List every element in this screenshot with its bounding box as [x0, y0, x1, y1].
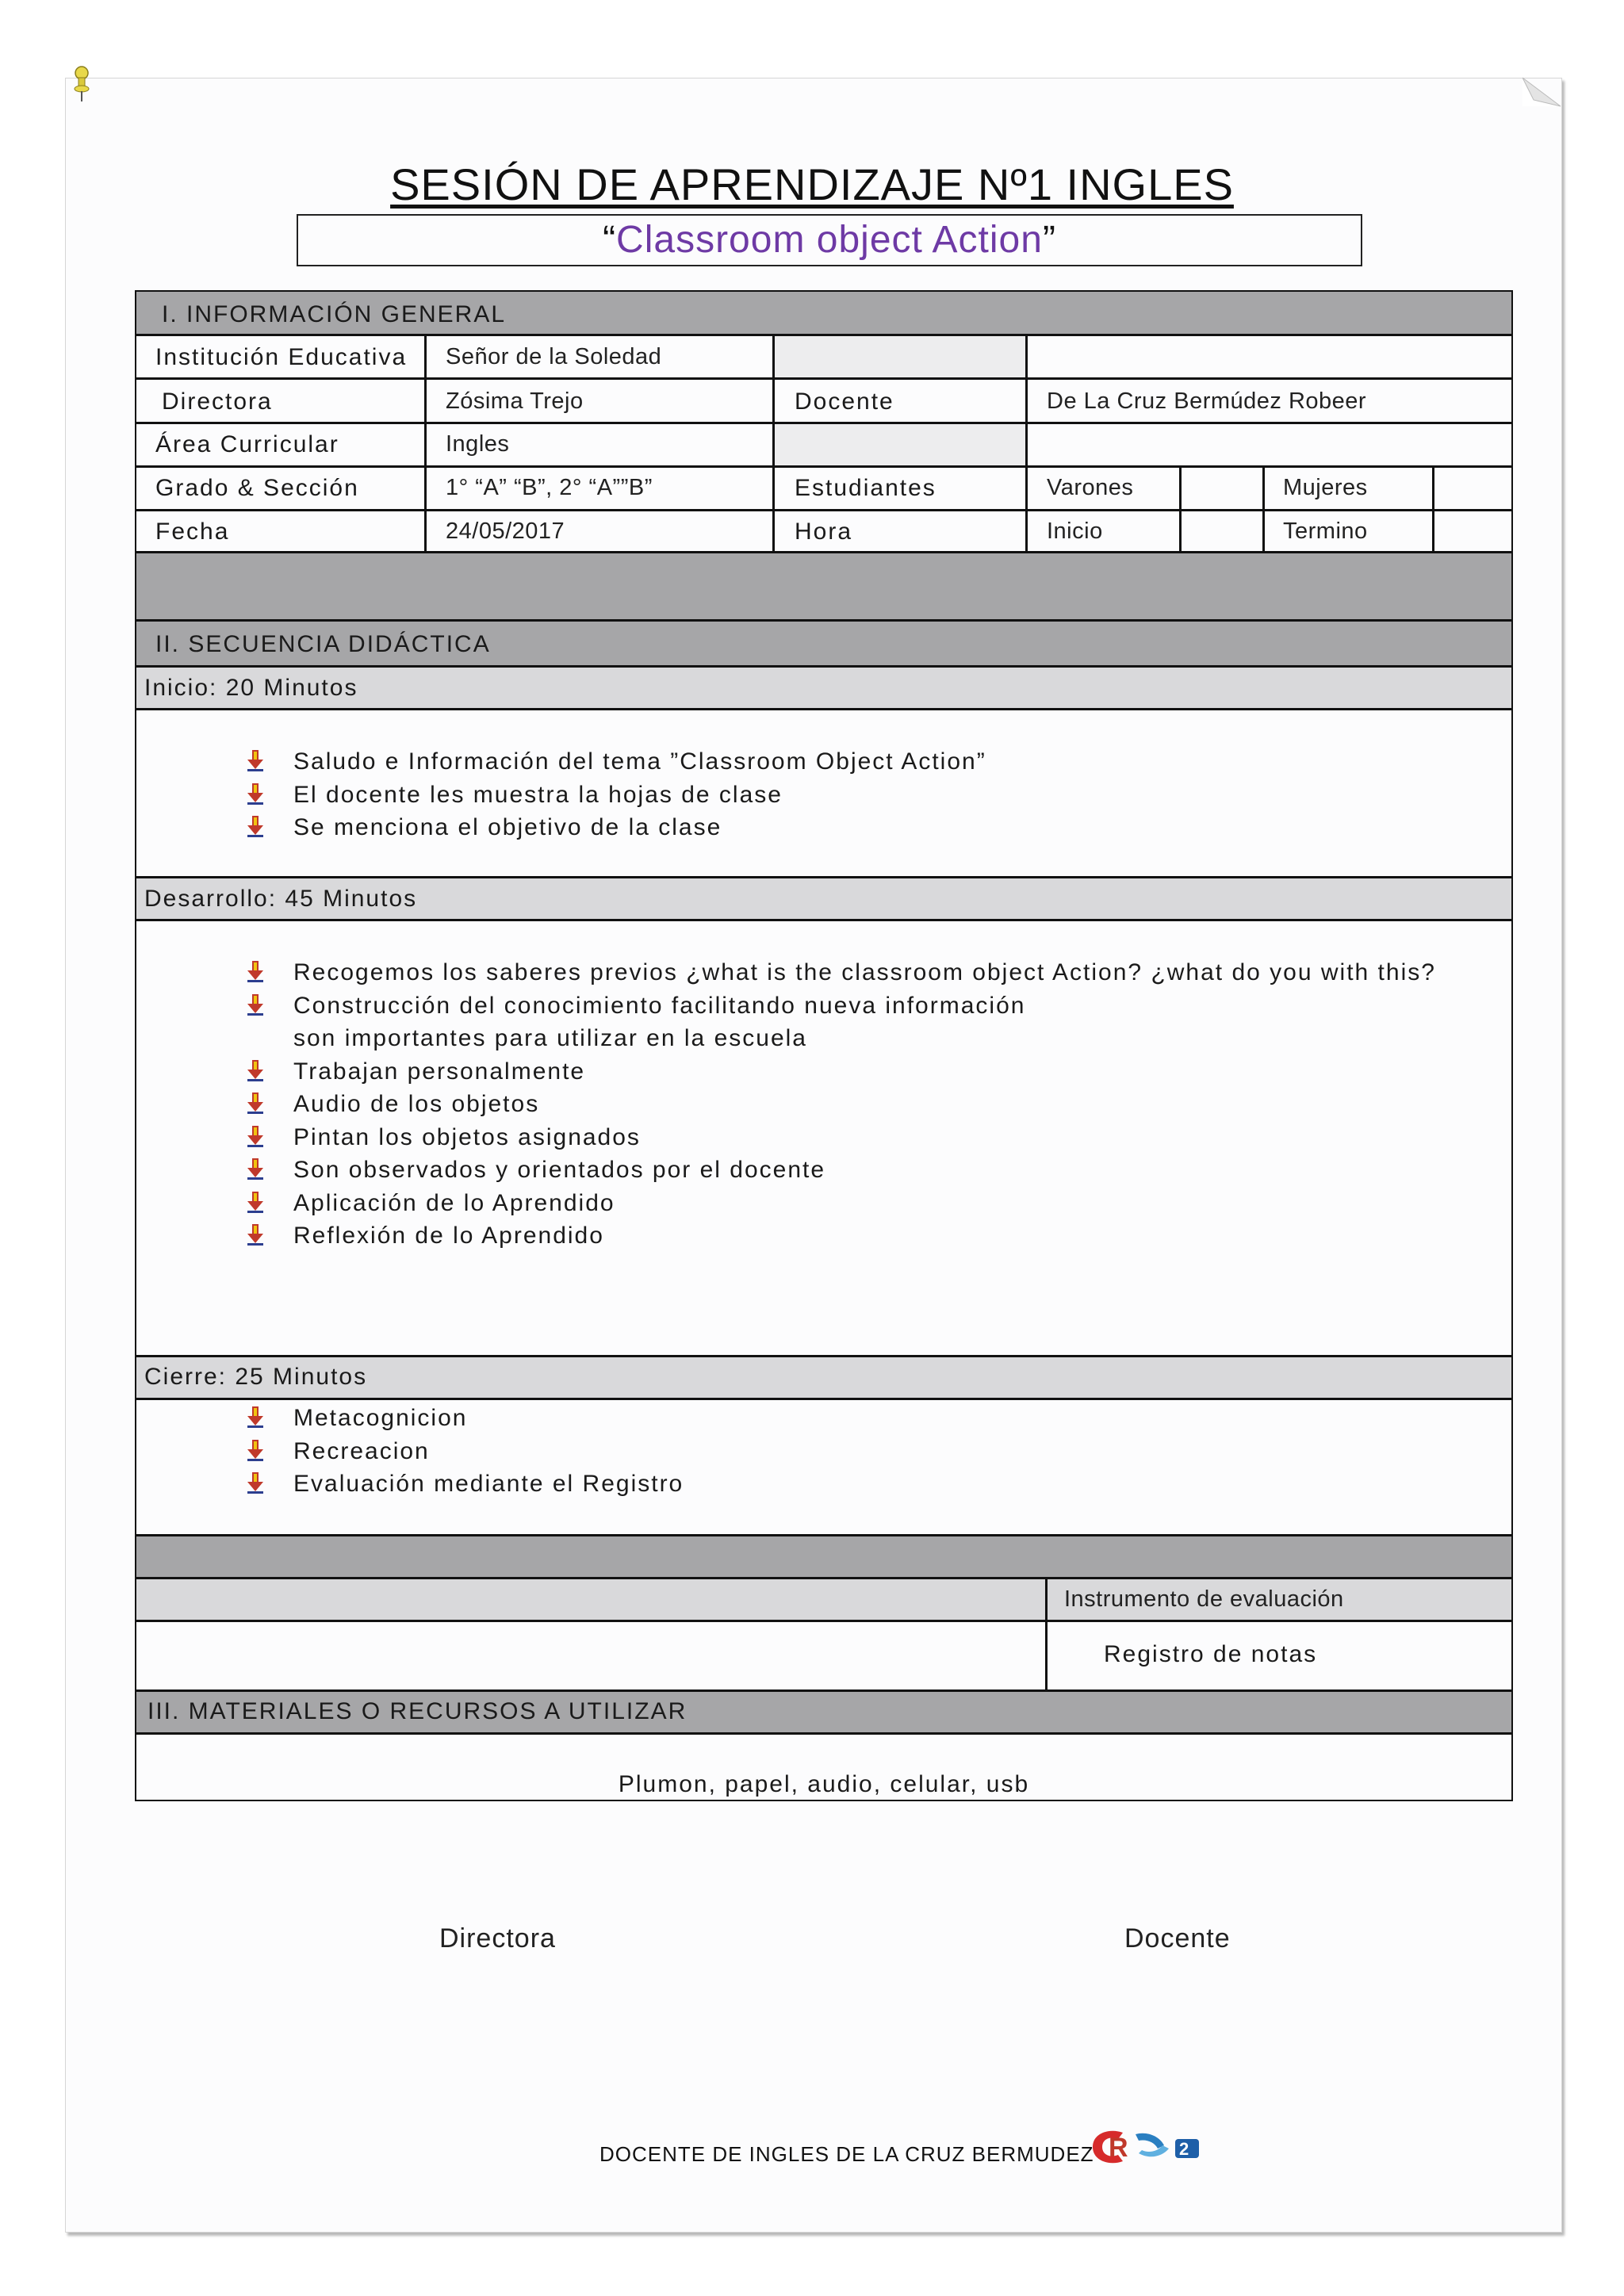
bullet-arrow-icon: [246, 1093, 265, 1115]
list-item: Trabajan personalmente: [246, 1055, 1436, 1089]
area-label: Área Curricular: [155, 431, 339, 457]
directora-label: Directora: [162, 388, 273, 415]
grado-value: 1° “A” “B”, 2° “A””B”: [446, 475, 653, 500]
inicio-label: Inicio: [1047, 519, 1103, 544]
instrumento-value: Registro de notas: [1104, 1641, 1318, 1667]
inicio-heading: Inicio: 20 Minutos: [144, 675, 358, 701]
inicio-list: [246, 745, 986, 844]
list-item: Metacognicion: [246, 1402, 684, 1435]
varones-label: Varones: [1047, 475, 1134, 500]
desarrollo-heading: Desarrollo: 45 Minutos: [144, 886, 418, 912]
signature-directora: Directora: [439, 1923, 556, 1954]
svg-text:R: R: [1109, 2133, 1128, 2163]
fecha-value: 24/05/2017: [446, 519, 565, 544]
list-item: Saludo e Información del tema ”Classroom Object Action”: [246, 745, 986, 779]
bullet-arrow-icon: [246, 783, 265, 806]
mujeres-label: Mujeres: [1283, 475, 1368, 500]
directora-value: Zósima Trejo: [446, 388, 584, 414]
page-curl-icon: [1522, 76, 1564, 108]
list-item: Son observados y orientados por el docente: [246, 1154, 1436, 1187]
close-quote: ”: [1042, 219, 1056, 261]
logo-icon: [1086, 2125, 1229, 2169]
instrumento-label: Instrumento de evaluación: [1064, 1586, 1344, 1612]
institucion-label: Institución Educativa: [155, 344, 408, 370]
section3-heading: III. MATERIALES O RECURSOS A UTILIZAR: [147, 1698, 688, 1724]
subtitle-text: Classroom object Action: [616, 219, 1043, 261]
list-item: Audio de los objetos: [246, 1088, 1436, 1121]
pushpin-icon: [70, 65, 94, 105]
cierre-list: [246, 1402, 684, 1501]
open-quote: “: [603, 219, 617, 261]
list-item: Construcción del conocimiento facilitando nueva información: [246, 989, 1436, 1023]
bullet-arrow-icon: [246, 961, 265, 983]
cierre-heading: Cierre: 25 Minutos: [144, 1364, 368, 1390]
bullet-arrow-icon: [246, 1472, 265, 1494]
bullet-arrow-icon: [246, 1192, 265, 1214]
bullet-arrow-icon: [246, 816, 265, 838]
estudiantes-label: Estudiantes: [795, 475, 936, 501]
list-item: Reflexión de lo Aprendido: [246, 1219, 1436, 1253]
signature-docente: Docente: [1124, 1923, 1231, 1954]
list-item-continuation: son importantes para utilizar en la escuela: [293, 1025, 807, 1051]
fecha-label: Fecha: [155, 519, 230, 545]
list-item: El docente les muestra la hojas de clase: [246, 779, 986, 812]
list-item: Recogemos los saberes previos ¿what is the classroom object Action? ¿what do you with this?: [246, 956, 1436, 989]
list-item: Pintan los objetos asignados: [246, 1121, 1436, 1154]
docente-value: De La Cruz Bermúdez Robeer: [1047, 388, 1367, 414]
list-item: Evaluación mediante el Registro: [246, 1468, 684, 1501]
list-item: Recreacion: [246, 1435, 684, 1468]
hora-label: Hora: [795, 519, 853, 545]
list-item: Aplicación de lo Aprendido: [246, 1187, 1436, 1220]
section1-heading: I. INFORMACIÓN GENERAL: [162, 301, 507, 327]
list-item: Se menciona el objetivo de la clase: [246, 811, 986, 844]
page-title: SESIÓN DE APRENDIZAJE Nº1 INGLES: [390, 159, 1234, 209]
bullet-arrow-icon: [246, 1158, 265, 1181]
area-value: Ingles: [446, 431, 510, 457]
bullet-arrow-icon: [246, 1224, 265, 1246]
docente-label: Docente: [795, 388, 894, 415]
bullet-arrow-icon: [246, 1126, 265, 1148]
subtitle-box: [297, 214, 1362, 266]
grado-label: Grado & Sección: [155, 475, 359, 501]
svg-text:2: 2: [1179, 2139, 1189, 2159]
bullet-arrow-icon: [246, 1440, 265, 1462]
bullet-arrow-icon: [246, 750, 265, 772]
bullet-arrow-icon: [246, 1060, 265, 1082]
materiales-value: Plumon, papel, audio, celular, usb: [618, 1771, 1030, 1797]
termino-label: Termino: [1283, 519, 1368, 544]
institucion-value: Señor de la Soledad: [446, 344, 662, 369]
bullet-arrow-icon: [246, 994, 265, 1016]
section2-heading: II. SECUENCIA DIDÁCTICA: [155, 631, 491, 657]
footer-text: DOCENTE DE INGLES DE LA CRUZ BERMUDEZ: [599, 2142, 1094, 2166]
desarrollo-list: [246, 956, 1436, 1253]
bullet-arrow-icon: [246, 1406, 265, 1429]
